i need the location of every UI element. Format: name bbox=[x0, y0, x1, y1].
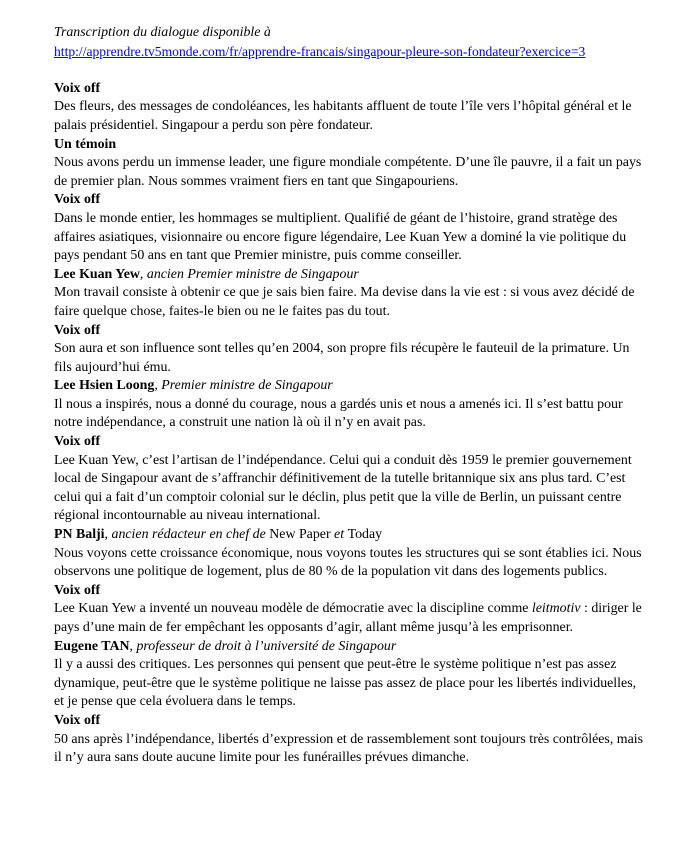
speaker-line: Lee Hsien Loong, Premier ministre de Singapour bbox=[54, 378, 333, 394]
speaker-name: Un témoin bbox=[54, 136, 117, 152]
emphasis-word: leitmotiv bbox=[531, 601, 581, 617]
speaker-line bbox=[54, 322, 644, 341]
dialogue-paragraph: Nous voyons cette croissance économique, nous voyons toutes les structures qui se sont établies ici. Nous observons une politique de logement, plus de 80 % de la population vit dans des logements publics. bbox=[54, 545, 642, 580]
dialogue-paragraph: Dans le monde entier, les hommages se multiplient. Qualifié de géant de l’histoire, grand stratège des affaires asiatiques, visionnaire ou encore figure légendaire, Lee Kuan Yew a dominé la vie politique du pays pendant 50 ans en tant que Premier ministre, puis comme conseiller. bbox=[54, 210, 627, 264]
role-part: ancien rédacteur en chef de bbox=[111, 527, 270, 543]
text-part: : diriger le pays d’une main de fer empêchant les opposants d’agir, allant même jusqu’à les emprisonner. bbox=[54, 601, 642, 635]
dialogue-paragraph bbox=[54, 600, 644, 637]
dialogue-paragraph: Il nous a inspirés, nous a donné du courage, nous a gardés unis et nous a amenés ici. Il s’est battu pour notre indépendance, a construit une nation là où il n’y en avait pas. bbox=[54, 396, 623, 431]
speaker-line: Eugene TAN, professeur de droit à l’université de Singapour bbox=[54, 638, 397, 654]
dialogue-paragraph: Mon travail consiste à obtenir ce que je sais bien faire. Ma devise dans la vie est : si vous avez décidé de faire quelque chose, faites-le bien ou ne le faites pas du tout. bbox=[54, 285, 635, 319]
speaker-name: Eugene TAN bbox=[54, 638, 130, 654]
dialogue-paragraph: Des fleurs, des messages de condoléances, les habitants affluent de toute l’île vers l’hôpital général et le palais présidentiel. Singapour a perdu son père fondateur. bbox=[54, 99, 632, 133]
speaker-role: ancien Premier ministre de Singapour bbox=[146, 266, 359, 282]
speaker-line bbox=[54, 433, 644, 452]
speaker-line bbox=[54, 191, 644, 210]
source-link[interactable]: http://apprendre.tv5monde.com/fr/apprendre-francais/singapour-pleure-son-fondateur?exercice=3 bbox=[54, 43, 586, 59]
speaker-role: Premier ministre de Singapour bbox=[161, 378, 333, 394]
dialogue-paragraph: Il y a aussi des critiques. Les personnes qui pensent que peut-être le système politique n’est pas assez dynamique, peut-être que le système politique ne laisse pas assez de place pour les libertés individuelles, et je pense que cela évoluera dans le temps. bbox=[54, 657, 637, 710]
speaker-line bbox=[54, 582, 644, 601]
speaker-name: Lee Hsien Loong bbox=[54, 378, 155, 394]
speaker-role bbox=[112, 527, 383, 542]
speaker-name: Voix off bbox=[54, 80, 101, 96]
speaker-name: Voix off bbox=[54, 582, 101, 598]
role-part: et bbox=[330, 527, 348, 543]
dialogue-paragraph: Lee Kuan Yew, c’est l’artisan de l’indépendance. Celui qui a conduit dès 1959 le premier gouvernement local de Singapour avant de s’affranchir définitivement de la tutelle britannique six ans plus tard. C’est celui qui a fait d’un comptoir colonial sur le déclin, plus petit que la ville de Berlin, un puissant centre régional incontournable au niveau international. bbox=[54, 452, 632, 524]
dialogue-paragraph: 50 ans après l’indépendance, libertés d’expression et de rassemblement sont toujours très contrôlées, mais il n’y aura sans doute aucune limite pour les funérailles prévues dimanche. bbox=[54, 731, 644, 766]
speaker-name: PN Balji bbox=[54, 527, 105, 543]
publication-name: Today bbox=[347, 527, 383, 543]
speaker-name: Voix off bbox=[54, 712, 101, 728]
speaker-line: PN Balji, ancien rédacteur en chef de New Paper et Today bbox=[54, 527, 383, 543]
speaker-line: Lee Kuan Yew, ancien Premier ministre de Singapour bbox=[54, 266, 359, 282]
text-part: Lee Kuan Yew a inventé un nouveau modèle de démocratie avec la discipline comme bbox=[54, 601, 532, 617]
speaker-name: Lee Kuan Yew bbox=[54, 266, 140, 282]
dialogue-paragraph: Nous avons perdu un immense leader, une figure mondiale compétente. D’une île pauvre, il a fait un pays de premier plan. Nous sommes vraiment fiers en tant que Singapouriens. bbox=[54, 155, 642, 189]
publication-name: New Paper bbox=[269, 527, 331, 543]
dialogue-paragraph: Son aura et son influence sont telles qu’en 2004, son propre fils récupère le fauteuil de la primature. Un fils aujourd’hui ému. bbox=[54, 341, 630, 375]
spacer bbox=[54, 61, 644, 80]
speaker-name: Voix off bbox=[54, 322, 101, 338]
speaker-role: professeur de droit à l’université de Singapour bbox=[136, 638, 397, 654]
intro-label: Transcription du dialogue disponible à bbox=[54, 25, 271, 40]
speaker-line bbox=[54, 712, 644, 731]
speaker-name: Voix off bbox=[54, 192, 101, 208]
speaker-name: Voix off bbox=[54, 434, 101, 450]
speaker-line bbox=[54, 136, 644, 155]
speaker-line bbox=[54, 80, 644, 99]
